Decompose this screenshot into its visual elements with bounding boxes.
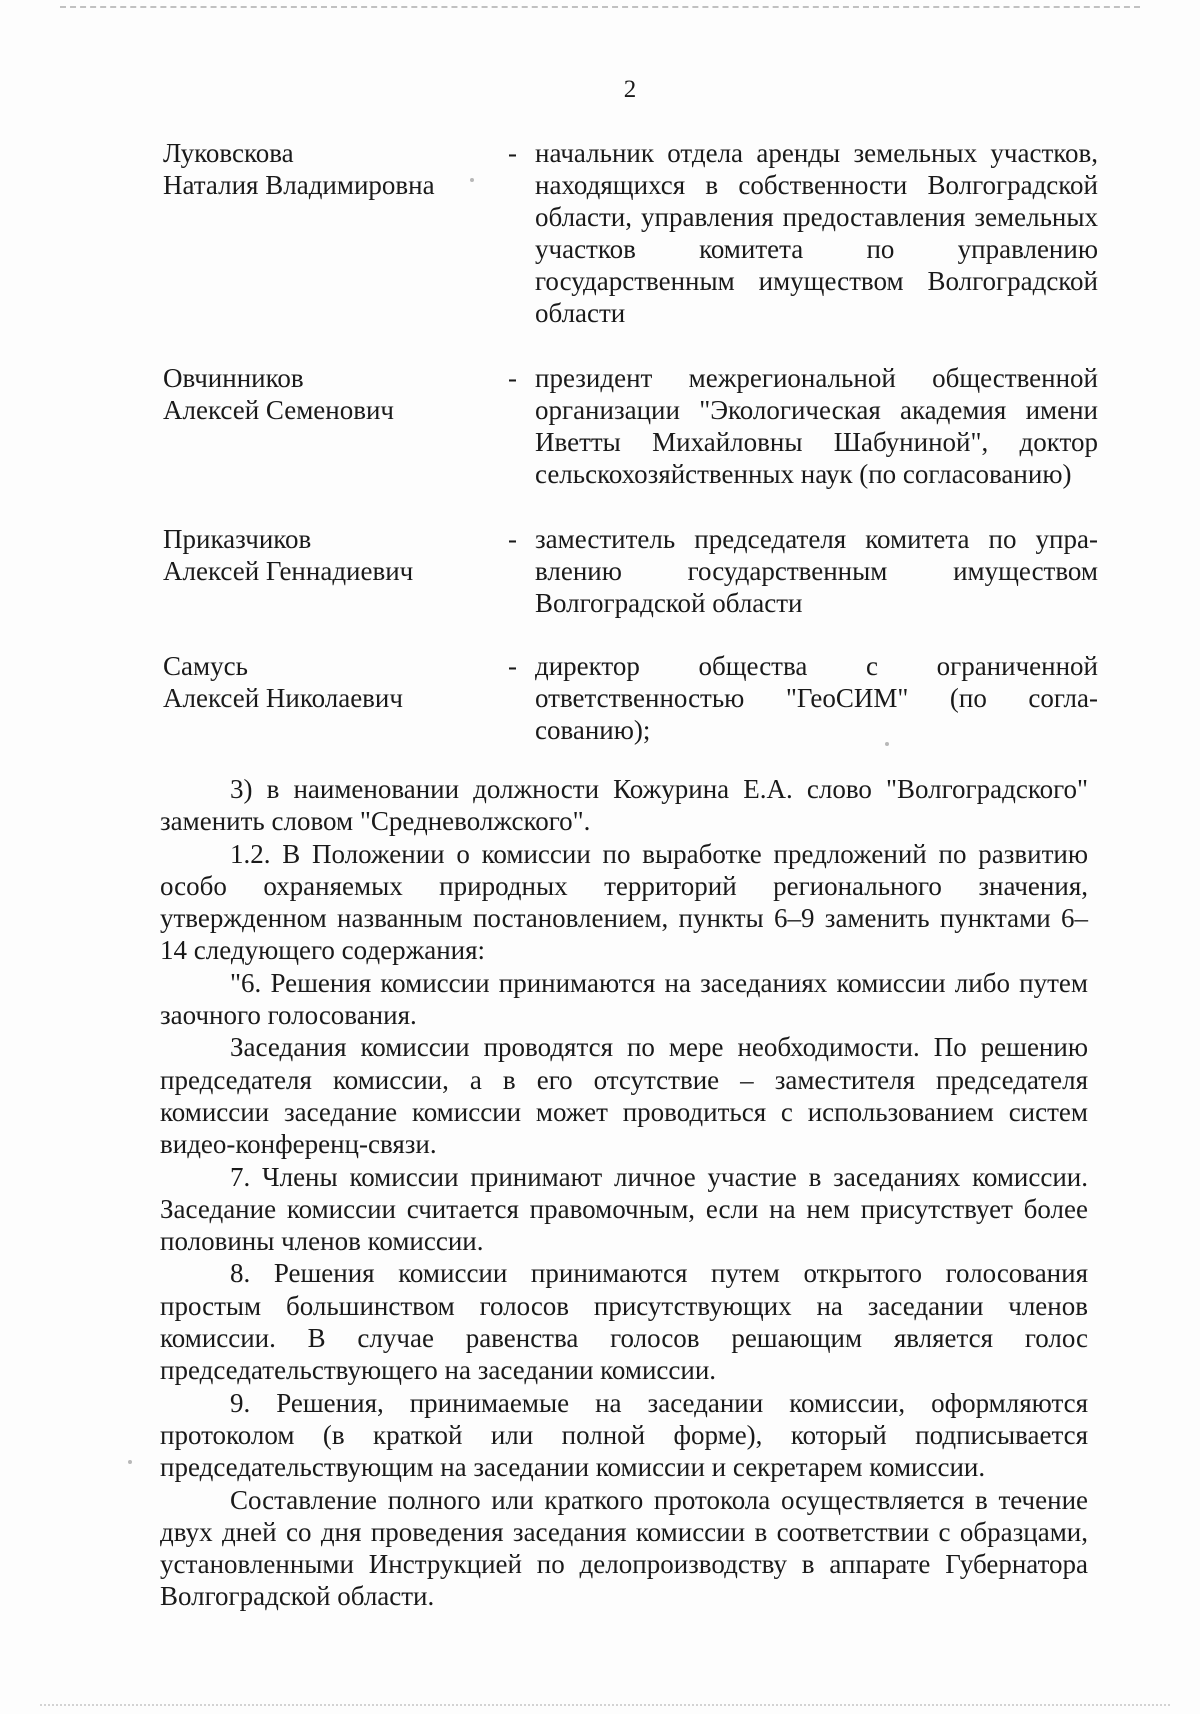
scan-speck — [885, 742, 889, 746]
member-name — [163, 362, 493, 426]
paragraph: "6. Решения комиссии принимаются на заседаниях комиссии либо путем заочного голосования. — [160, 967, 1088, 1031]
member-given-names: Алексей Николаевич — [163, 683, 403, 713]
member-dash: - — [508, 138, 517, 168]
scan-speck — [470, 178, 474, 182]
member-name — [163, 650, 493, 714]
scan-speck — [128, 1460, 132, 1464]
member-role: начальник отдела аренды земельных участков, находящихся в собственности Волгоградской области, управления предоставления земельных участков комитета по управлению государственным имуществом Волгоградской области — [535, 138, 1098, 328]
member-role: президент межрегиональной общественной организации "Экологическая академия имени Иветты Михайловны Шабуниной", доктор сельскохозяйственных наук (по согласованию) — [535, 363, 1098, 489]
member-surname: Овчинников — [163, 363, 304, 393]
member-dash: - — [508, 363, 517, 393]
member-dash: - — [508, 524, 517, 554]
member-given-names: Алексей Геннадиевич — [163, 556, 414, 586]
paragraph: 1.2. В Положении о комиссии по выработке предложений по развитию особо охраняемых природных территорий регионального значения, утвержденном названным постановлением, пункты 6–9 заменить пунктами 6–14 следующего содержания: — [160, 838, 1088, 966]
paragraph: 9. Решения, принимаемые на заседании комиссии, оформляются протоколом (в краткой или полной форме), который подписывается председательствующим на заседании комиссии и секретарем комиссии. — [160, 1387, 1088, 1483]
scan-top-edge — [60, 6, 1140, 8]
member-given-names: Наталия Владимировна — [163, 170, 435, 200]
member-name — [163, 137, 493, 201]
body-text — [160, 773, 1088, 1613]
paragraph: Составление полного или краткого протокола осуществляется в течение двух дней со дня проведения заседания комиссии в соответствии с образцами, установленными Инструкцией по делопроизводству в аппарате Губернатора Волгоградской области. — [160, 1484, 1088, 1612]
paragraph: 8. Решения комиссии принимаются путем открытого голосования простым большинством голосов присутствующих на заседании членов комиссии. В случае равенства голосов решающим является голос председательствующего на заседании комиссии. — [160, 1258, 1088, 1386]
member-surname: Луковскова — [163, 138, 294, 168]
member-surname: Приказчиков — [163, 524, 312, 554]
member-surname: Самусь — [163, 651, 248, 681]
scan-bottom-edge — [40, 1704, 1170, 1706]
paragraph: 7. Члены комиссии принимают личное участие в заседаниях комиссии. Заседание комиссии считается правомочным, если на нем присутствует более половины членов комиссии. — [160, 1161, 1088, 1257]
member-role: заместитель председателя комитета по управлению государственным имуществом Волгоградской области — [535, 524, 1098, 618]
member-given-names: Алексей Семенович — [163, 395, 395, 425]
member-name — [163, 523, 493, 587]
paragraph: Заседания комиссии проводятся по мере необходимости. По решению председателя комиссии, а в его отсутствие – заместителя председателя комиссии заседание комиссии может проводиться с использованием систем видео-конференц-связи. — [160, 1032, 1088, 1160]
member-role: директор общества с ограниченной ответственностью "ГеоСИМ" (по согласованию); — [535, 651, 1098, 745]
member-dash: - — [508, 651, 517, 681]
page-number: 2 — [623, 76, 637, 103]
paragraph: 3) в наименовании должности Кожурина Е.А. слово "Волгоградского" заменить словом "Средневолжского". — [160, 774, 1088, 837]
